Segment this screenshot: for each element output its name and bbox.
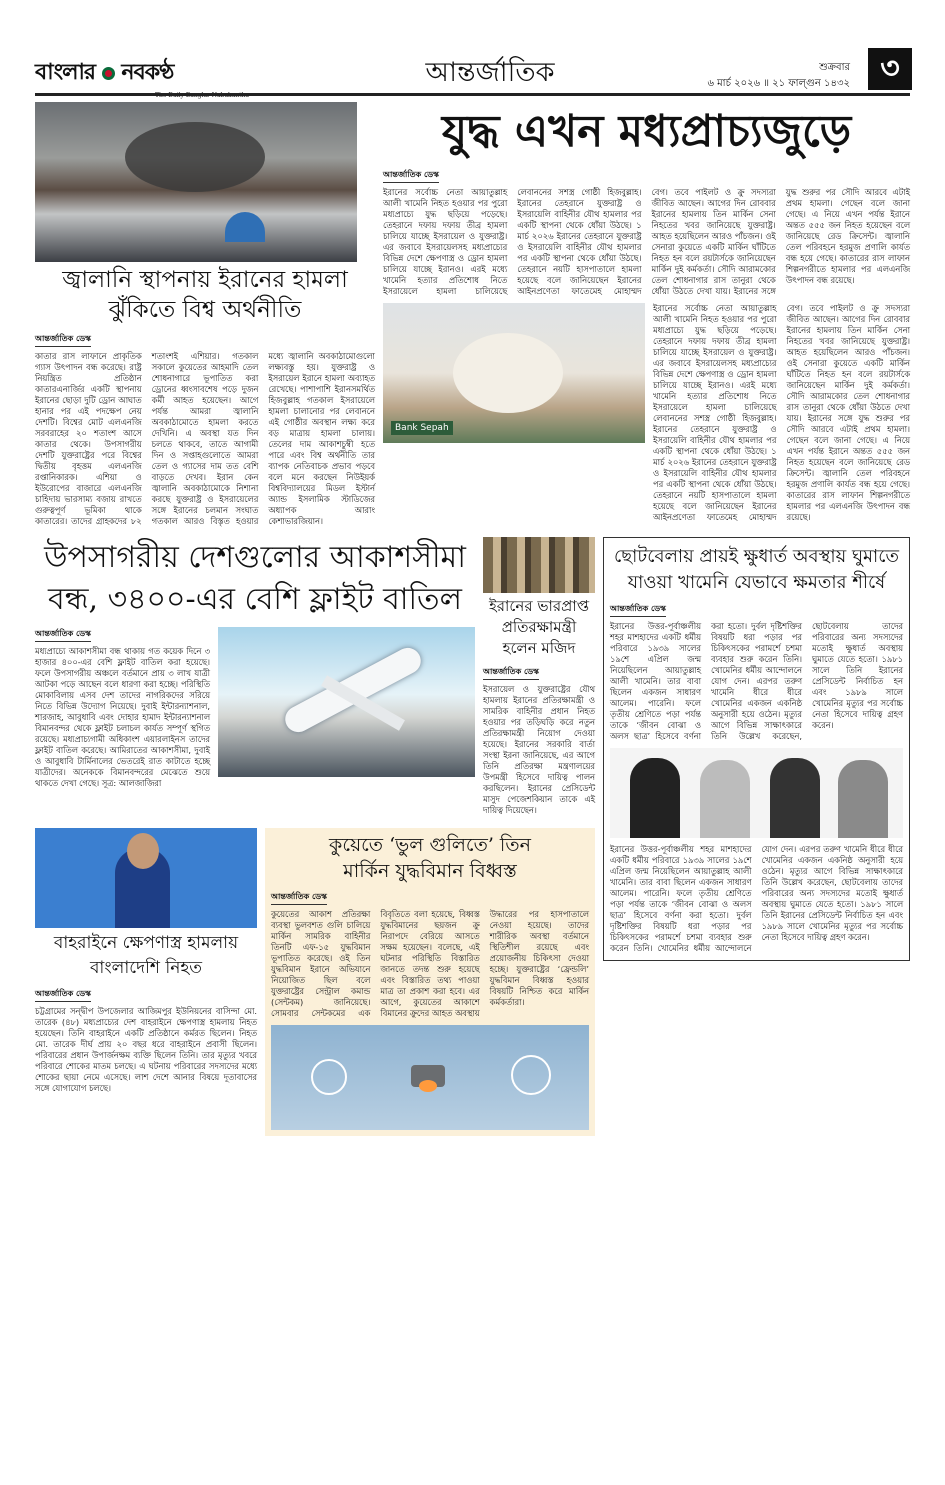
desk-label: আন্তর্জাতিক ডেস্ক [35, 628, 91, 642]
logo-emblem-icon [102, 67, 115, 80]
article-body: মধ্যপ্রাচ্যে আকাশসীমা বন্ধ থাকায় গত কয়েক দিনে ৩ হাজার ৪০০-এর বেশি ফ্লাইট বাতিল করা হয়েছে। ফলে উপসাগরীয় অঞ্চলে বর্তমানে প্রায় ৩ লাখ যাত্রী আটকা পড়ে আছেন বলে ধারণা করা হচ্ছে। পরিস্থিতি মোকাবিলায় এসব দেশ তাদের নাগরিকদের সরিয়ে নিতে বিভিন্ন উদ্যোগ নিয়েছে। দুবাই ইন্টারন্যাশনাল, শারজাহ, আবুধাবি এবং দোহার হামাদ ইন্টারন্যাশনাল বিমানবন্দর থেকে ফ্লাইট চলাচল কার্যত সম্পূর্ণ স্থগিত রয়েছে। মধ্যপ্রাচ্যগামী অধিকাংশ এয়ারলাইনস তাদের ফ্লাইট বাতিল করেছে। আমিরাতের আকাশসীমা, দুবাই ও আবুধাবি টার্মিনালের ভেতরেই রাত কাটাতে হচ্ছে যাত্রীদের। অনেককে বিমানবন্দরের মেঝেতে শুয়ে থাকতে দেখা গেছে। সূত্র: আলজাজিরা [35, 646, 210, 789]
headline-line: যাওয়া খামেনি যেভাবে ক্ষমতার শীর্ষে [627, 572, 886, 594]
desk-label: আন্তর্জাতিক ডেস্ক [35, 333, 91, 347]
minister-story [483, 537, 595, 818]
desk-label: আন্তর্জাতিক ডেস্ক [610, 603, 666, 617]
headline-line: বাংলাদেশি নিহত [89, 958, 203, 979]
logo-left: বাংলার [35, 59, 95, 85]
lower-area [35, 537, 910, 1136]
lower-left [35, 537, 595, 1136]
article-body: কাতার রাস লাফানে প্রাকৃতিক গ্যাস উৎপাদন বন্ধ করেছে। রাষ্ট্র নিয়ন্ত্রিত প্রতিষ্ঠান কাতারএনার্জির একটি স্থাপনায় ইরানের ছোড়া দুটি ড্রোন আঘাত হানার পর এই পদক্ষেপ নেয় দেশটি। বিশ্বের মোট এলএনজি সরবরাহের ২০ শতাংশ আসে কাতার থেকে। উপসাগরীয় দেশটি যুক্তরাষ্ট্রের পরে বিশ্বের দ্বিতীয় বৃহত্তম এলএনজি রপ্তানিকারক। এশিয়া ও ইউরোপের বাজারে এলএনজি চাহিদায় ভারসাম্য বজায় রাখতে গুরুত্বপূর্ণ ভূমিকা থাকে কাতারের। তাদের গ্রাহকদের ৮২ শতাংশই এশিয়ার। গতকাল সকালে কুয়েতের আহমাদি তেল শোধনাগারে ভূপাতিত করা ড্রোনের ধ্বংসাবশেষ পড়ে দুজন কর্মী আহত হয়েছেন। আগে পর্যন্ত আমরা জ্বালানি অবকাঠামোতে হামলা করতে দেখিনি। এ অবস্থা যত দিন চলতে থাকবে, তাতে আগামী দিন ও সপ্তাহগুলোতে আমরা তেল ও গ্যাসের দাম তত বেশি বাড়তে দেখব। ইরান কেন জ্বালানি অবকাঠামোকে নিশানা করছে যুক্তরাষ্ট্র ও ইসরায়েলের সঙ্গে ইরানের চলমান সংঘাত গতকাল আরও বিস্তৃত হওয়ার মধ্যে জ্বালানি অবকাঠামোগুলো লক্ষ্যবস্তু হয়। যুক্তরাষ্ট্র ও ইসরায়েল ইরানে হামলা অব্যাহত রেখেছে। পাশাপাশি ইরানসমর্থিত হিজবুল্লাহ গতকাল ইসরায়েলে হামলা চালানোর পর লেবাননে এই গোষ্ঠীর অবস্থান লক্ষ্য করে বড় মাত্রায় হামলা চালায়। তেলের দাম আকাশচুম্বী হতে পারে এবং বিশ্ব অর্থনীতি তার ব্যাপক নেতিবাচক প্রভাব পড়বে বলে মনে করছেন নিউইয়র্ক বিশ্ববিদ্যালয়ের মিডল ইস্টার্ন অ্যান্ড ইসলামিক স্টাডিজের অধ্যাপক আরাং কেশাভারজিয়ান। [35, 350, 375, 526]
date: ৬ মার্চ ২০২৬ ॥ ২১ ফাল্গুন ১৪৩২ [707, 78, 850, 89]
headline-line: ছোটবেলায় প্রায়ই ক্ষুধার্ত অবস্থায় ঘুমাতে [613, 546, 900, 568]
article-body: ইরানের সর্বোচ্চ নেতা আয়াতুল্লাহ আলী খামেনি নিহত হওয়ার পর পুরো মধ্যপ্রাচ্যে যুদ্ধ ছড়িয়ে পড়েছে। তেহরানে দফায় দফায় তীব্র হামলা চালিয়ে যাচ্ছে ইসরায়েল ও যুক্তরাষ্ট্র। এর জবাবে ইসরায়েলসহ মধ্যপ্রাচ্যের বিভিন্ন দেশে ক্ষেপণাস্ত্র ও ড্রোন হামলা চালিয়ে যাচ্ছে ইরানও। এরই মধ্যে খামেনি হত্যার প্রতিশোধ নিতে ইসরায়েলে হামলা চালিয়েছে লেবাননের সশস্ত্র গোষ্ঠী হিজবুল্লাহ। ইরানের তেহরানে যুক্তরাষ্ট্র ও ইসরায়েলি বাহিনীর যৌথ হামলার পর একটি স্থাপনা থেকে ধোঁয়া উঠছে। ১ মার্চ ২০২৬ ইরানের তেহরানে যুক্তরাষ্ট্র ও ইসরায়েলি বাহিনীর যৌথ হামলার পর একটি স্থাপনা থেকে ধোঁয়া উঠছে। তেহরানে নয়টি হাসপাতালে হামলা হয়েছে বলে জানিয়েছেন ইরানের আইনপ্রণেতা ফাতেমেহ মোহাম্মদ বেগ। তবে পাইলট ও ক্রু সদস্যরা জীবিত আছেন। আগের দিন রোববার ইরানের হামলায় তিন মার্কিন সেনা নিহতের খবর জানিয়েছে যুক্তরাষ্ট্র। আহত হয়েছিলেন আরও পাঁচজন। ওই সেনারা কুয়েতে একটি মার্কিন ঘাঁটিতে নিহত হন বলে রয়টার্সকে জানিয়েছেন মার্কিন দুই কর্মকর্তা। সৌদি আরামকোর তেল শোধনাগার রাস তানুরা থেকে ধোঁয়া উঠতে দেখা যায়। ইরানের সঙ্গে যুদ্ধ শুরুর পর সৌদি আরবে এটাই প্রথম হামলা। গেছেন বলে জানা গেছে। এ নিয়ে এখন পর্যন্ত ইরানে অন্তত ৫৫৫ জন নিহত হয়েছেন বলে জানিয়েছে রেড ক্রিসেন্ট। জ্বালানি তেল পরিবহনে হরমুজ প্রণালি কার্যত বন্ধ হয়ে গেছে। কাতারের রাস লাফান শিল্পনগরীতে হামলার পর এলএনজি উৎপাদন বন্ধ রয়েছে। [383, 187, 910, 296]
logo-right: নবকণ্ঠ [121, 59, 174, 85]
gulf-headline [35, 537, 475, 621]
energy-headline [35, 266, 375, 326]
main-headline: যুদ্ধ এখন মধ্যপ্রাচ্যজুড়ে [441, 106, 852, 157]
header-divider [35, 93, 910, 96]
khamenei-article-col [610, 844, 903, 954]
gulf-article [35, 621, 210, 791]
bottom-row [35, 828, 595, 1136]
article-body: কুয়েতের আকাশ প্রতিরক্ষা ব্যবস্থা ভুলবশত গুলি চালিয়ে মার্কিন সামরিক বাহিনীর তিনটি এফ-১৫ যুদ্ধবিমান ভূপাতিত করেছে। ওই তিন যুদ্ধবিমান ইরানে অভিযানে নিয়োজিত ছিল বলে যুক্তরাষ্ট্রের সেন্ট্রাল কমান্ড (সেন্টকম) জানিয়েছে। সোমবার সেন্টকমের এক বিবৃতিতে বলা হয়েছে, বিধ্বস্ত যুদ্ধবিমানের ছয়জন ক্রু নিরাপদে বেরিয়ে আসতে সক্ষম হয়েছেন। বলেছে, এই ঘটনার পরিস্থিতি বিস্তারিত জানতে তদন্ত শুরু হয়েছে এবং বিস্তারিত তথ্য পাওয়া মাত্র তা প্রকাশ করা হবে। এর আগে, কুয়েতের আকাশে বিমানের ক্রুদের আহত অবস্থায় উদ্ধারের পর হাসপাতালে নেওয়া হয়েছে। তাদের শারীরিক অবস্থা বর্তমানে স্থিতিশীল রয়েছে এবং প্রয়োজনীয় চিকিৎসা দেওয়া হচ্ছে। যুক্তরাষ্ট্রের ‘ফ্রেন্ডলি’ যুদ্ধবিমান বিধ্বস্ত হওয়ার বিষয়টি নিশ্চিত করে মার্কিন কর্মকর্তারা। [271, 909, 589, 1019]
article-body: ইরানের উত্তর-পূর্বাঞ্চলীয় শহর মাশহাদের একটি ধর্মীয় পরিবারে ১৯৩৯ সালের ১৯শে এপ্রিল জন্ম নিয়েছিলেন আয়াতুল্লাহ আলী খামেনি। তার বাবা ছিলেন একজন সাধারণ আলেম। পারেনি। ফলে তৃতীয় শ্রেণিতে পড়া পর্যন্ত তাকে ‘জীবন বোঝা ও অলস ছাত্র’ হিসেবে বর্ণনা করা হতো। দুর্বল দৃষ্টিশক্তির বিষয়টি ধরা পড়ার পর চিকিৎসকের পরামর্শে চশমা ব্যবহার শুরু করেন তিনি। খোমেনির ধর্মীয় আন্দোলনে যোগ দেন। এরপর তরুণ খামেনি ধীরে ধীরে খোমেনির একজন একনিষ্ঠ অনুসারী হয়ে ওঠেন। মৃত্যুর আগে বিভিন্ন সাক্ষাৎকারে তিনি উল্লেখ করেছেন, ছোটবেলায় তাদের পরিবারের অন্য সদস্যদের মতোই ক্ষুধার্ত অবস্থায় ঘুমাতে যেতে হতো। ১৯৮১ সালে তিনি ইরানের প্রেসিডেন্ট নির্বাচিত হন এবং ১৯৮৯ সালে খোমেনির মৃত্যুর পর সর্বোচ্চ নেতা হিসেবে দায়িত্ব গ্রহণ করেন। [610, 621, 903, 742]
gulf-row [35, 537, 595, 818]
fighter-jet-crash-photo [271, 1025, 589, 1130]
main-article [383, 187, 910, 297]
bahrain-story [35, 828, 257, 1096]
energy-article [35, 351, 375, 528]
energy-story [35, 102, 375, 527]
refinery-fire-photo [35, 102, 357, 262]
headline-line: বন্ধ, ৩৪০০-এর বেশি ফ্লাইট বাতিল [48, 582, 462, 618]
airplane-photo [218, 627, 475, 777]
desk-label: আন্তর্জাতিক ডেস্ক [35, 988, 91, 1002]
gulf-body-row [35, 621, 475, 791]
headline-line: মার্কিন যুদ্ধবিমান বিধ্বস্ত [343, 860, 517, 883]
article-body: ইরানের উত্তর-পূর্বাঞ্চলীয় শহর মাশহাদের একটি ধর্মীয় পরিবারে ১৯৩৯ সালের ১৯শে এপ্রিল জন্ম নিয়েছিলেন আয়াতুল্লাহ আলী খামেনি। তার বাবা ছিলেন একজন সাধারণ আলেম। পারেনি। ফলে তৃতীয় শ্রেণিতে পড়া পর্যন্ত তাকে ‘জীবন বোঝা ও অলস ছাত্র’ হিসেবে বর্ণনা করা হতো। দুর্বল দৃষ্টিশক্তির বিষয়টি ধরা পড়ার পর চিকিৎসকের পরামর্শে চশমা ব্যবহার শুরু করেন তিনি। খোমেনির ধর্মীয় আন্দোলনে যোগ দেন। এরপর তরুণ খামেনি ধীরে ধীরে খোমেনির একজন একনিষ্ঠ অনুসারী হয়ে ওঠেন। মৃত্যুর আগে বিভিন্ন সাক্ষাৎকারে তিনি উল্লেখ করেছেন, ছোটবেলায় তাদের পরিবারের অন্য সদস্যদের মতোই ক্ষুধার্ত অবস্থায় ঘুমাতে যেতে হতো। ১৯৮১ সালে তিনি ইরানের প্রেসিডেন্ট নির্বাচিত হন এবং ১৯৮৯ সালে খোমেনির মৃত্যুর পর সর্বোচ্চ নেতা হিসেবে দায়িত্ব গ্রহণ করেন। [610, 844, 903, 954]
headline-line: উপসাগরীয় দেশগুলোর আকাশসীমা [44, 540, 466, 576]
desk-label: আন্তর্জাতিক ডেস্ক [383, 169, 439, 183]
khamenei-headline [610, 544, 903, 596]
page-number: ৩ [868, 48, 912, 90]
desk-label: আন্তর্জাতিক ডেস্ক [483, 666, 539, 680]
photo-sign-text: Bank Sepah [391, 421, 453, 435]
top-row [35, 102, 910, 527]
kuwait-story-box [265, 828, 595, 1136]
main-photo-row [383, 303, 910, 524]
headline-line: কুয়েতে ‘ভুল গুলিতে’ তিন [329, 834, 531, 857]
article-body: ইসরায়েল ও যুক্তরাষ্ট্রের যৌথ হামলায় ইরানের প্রতিরক্ষামন্ত্রী ও সামরিক বাহিনীর প্রধান নিহত হওয়ার পর তড়িঘড়ি করে নতুন প্রতিরক্ষামন্ত্রী নিয়োগ দেওয়া হয়েছে। ইরানের সরকারি বার্তা সংস্থা ইরনা জানিয়েছে, এর আগে তিনি প্রতিরক্ষা মন্ত্রণালয়ের উপমন্ত্রী হিসেবে দায়িত্ব পালন করছিলেন। ইরানের প্রেসিডেন্ট মাসুদ পেজেশকিয়ান তাকে এই দায়িত্ব দিয়েছেন। [483, 684, 595, 816]
kuwait-article [271, 909, 589, 1019]
section-title: আন্তর্জাতিক [425, 57, 555, 88]
headline-line: জ্বালানি স্থাপনায় ইরানের হামলা [62, 267, 348, 293]
headline-line: ঝুঁকিতে বিশ্ব অর্থনীতি [108, 296, 302, 323]
bahrain-headline [35, 931, 257, 981]
bahraini-victim-photo [35, 828, 257, 928]
main-article-col [653, 303, 910, 524]
day: শুক্রবার [819, 62, 850, 73]
article-body: ইরানের সর্বোচ্চ নেতা আয়াতুল্লাহ আলী খামেনি নিহত হওয়ার পর পুরো মধ্যপ্রাচ্যে যুদ্ধ ছড়িয়ে পড়েছে। তেহরানে দফায় দফায় তীব্র হামলা চালিয়ে যাচ্ছে ইসরায়েল ও যুক্তরাষ্ট্র। এর জবাবে ইসরায়েলসহ মধ্যপ্রাচ্যের বিভিন্ন দেশে ক্ষেপণাস্ত্র ও ড্রোন হামলা চালিয়ে যাচ্ছে ইরানও। এরই মধ্যে খামেনি হত্যার প্রতিশোধ নিতে ইসরায়েলে হামলা চালিয়েছে লেবাননের সশস্ত্র গোষ্ঠী হিজবুল্লাহ। ইরানের তেহরানে যুক্তরাষ্ট্র ও ইসরায়েলি বাহিনীর যৌথ হামলার পর একটি স্থাপনা থেকে ধোঁয়া উঠছে। ১ মার্চ ২০২৬ ইরানের তেহরানে যুক্তরাষ্ট্র ও ইসরায়েলি বাহিনীর যৌথ হামলার পর একটি স্থাপনা থেকে ধোঁয়া উঠছে। তেহরানে নয়টি হাসপাতালে হামলা হয়েছে বলে জানিয়েছেন ইরানের আইনপ্রণেতা ফাতেমেহ মোহাম্মদ বেগ। তবে পাইলট ও ক্রু সদস্যরা জীবিত আছেন। আগের দিন রোববার ইরানের হামলায় তিন মার্কিন সেনা নিহতের খবর জানিয়েছে যুক্তরাষ্ট্র। আহত হয়েছিলেন আরও পাঁচজন। ওই সেনারা কুয়েতে একটি মার্কিন ঘাঁটিতে নিহত হন বলে রয়টার্সকে জানিয়েছেন মার্কিন দুই কর্মকর্তা। সৌদি আরামকোর তেল শোধনাগার রাস তানুরা থেকে ধোঁয়া উঠতে দেখা যায়। ইরানের সঙ্গে যুদ্ধ শুরুর পর সৌদি আরবে এটাই প্রথম হামলা। গেছেন বলে জানা গেছে। এ নিয়ে এখন পর্যন্ত ইরানে অন্তত ৫৫৫ জন নিহত হয়েছেন বলে জানিয়েছে রেড ক্রিসেন্ট। জ্বালানি তেল পরিবহনে হরমুজ প্রণালি কার্যত বন্ধ হয়ে গেছে। কাতারের রাস লাফান শিল্পনগরীতে হামলার পর এলএনজি উৎপাদন বন্ধ রয়েছে। [653, 303, 910, 522]
gulf-story [35, 537, 475, 791]
minister-headline: ইরানের ভারপ্রাপ্ত প্রতিরক্ষামন্ত্রী হলেন মজিদ [488, 597, 590, 658]
tehran-strike-photo [383, 303, 645, 443]
main-story [383, 102, 910, 524]
desk-label: আন্তর্জাতিক ডেস্ক [271, 891, 327, 905]
khamenei-story-box [603, 537, 910, 961]
soldiers-photo [483, 537, 595, 593]
headline-line: বাহরাইনে ক্ষেপণাস্ত্র হামলায় [53, 933, 239, 954]
kuwait-headline [271, 832, 589, 884]
article-body: চট্টগ্রামের সন্দ্বীপ উপজেলার আজিমপুর ইউনিয়নের বাসিন্দা মো. তারেক (৪৮) মধ্যপ্রাচ্যের দেশ বাহরাইনে ক্ষেপণাস্ত্র হামলায় নিহত হয়েছেন। তিনি বাহরাইনে একটি প্রতিষ্ঠানে কর্মরত ছিলেন। নিহত মো. তারেক দীর্ঘ প্রায় ২০ বছর ধরে বাহরাইনে প্রবাসী ছিলেন। পরিবারের প্রধান উপার্জনক্ষম ব্যক্তি ছিলেন তিনি। তার মৃত্যুর খবরে পরিবারে শোকের মাতম চলছে। এ ঘটনায় পরিবারের সদস্যদের মধ্যে শোকের ছায়া নেমে এসেছে। লাশ দেশে আনার বিষয়ে দূতাবাসের সঙ্গে যোগাযোগ চলছে। [35, 1006, 257, 1094]
iranian-leaders-photo [610, 748, 903, 838]
issue-date [707, 60, 850, 92]
khamenei-article [610, 621, 903, 742]
